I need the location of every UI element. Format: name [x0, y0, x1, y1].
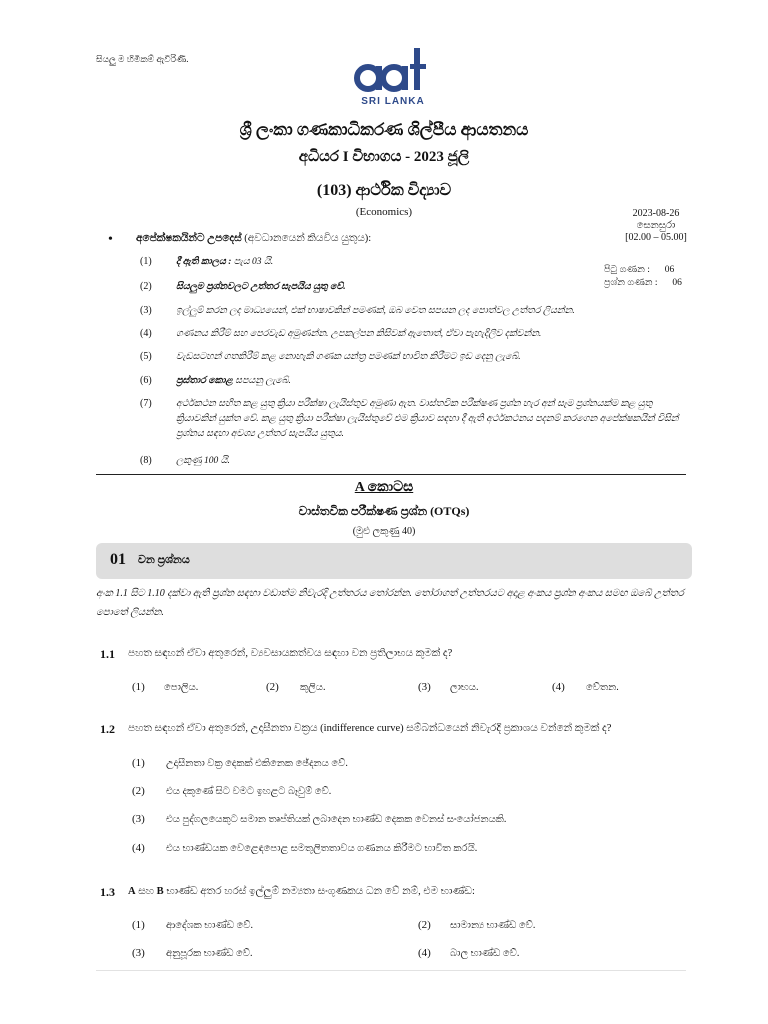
questions-count: ප්‍රශ්න ගණන : 06 [604, 278, 682, 288]
question-label: වන ප්‍රශ්නය [138, 554, 190, 566]
instruction-text: වැඩසටහන් ගතකිරීම් කළ නොහැකි ගණක යන්ත්‍ර පමණක් භාවිත කිරීමට ඉඩ දෙනු ලැබේ. [176, 352, 521, 362]
instruction-number: (3) [140, 305, 152, 316]
exam-meta [596, 208, 716, 244]
question-header-box [96, 543, 692, 579]
exam-title: අධියර I විභාගය - 2023 ජූලි [298, 149, 470, 165]
option-number: (4) [418, 947, 431, 959]
instruction-text: ඉල්ලුම් කරන ලද මාධ්‍යයෙන්, එක් භාෂාවකින් පමණක්, ඔබ වෙත සපයන ලද පොත්වල උත්තර ලියන්න. [176, 306, 575, 316]
exam-date: 2023-08-26 [632, 208, 680, 219]
option-text: ආදේශක භාණ්ඩ වේ. [166, 920, 254, 931]
option-number: (3) [132, 947, 145, 959]
instruction-number: (8) [140, 455, 152, 466]
instruction-text: ලකුණු 100 යි. [176, 456, 230, 466]
subject-english: (Economics) [355, 206, 413, 218]
aat-logo-mark [354, 44, 432, 96]
option-text: උදාසීනතා වක්‍ර දෙකක් එකිනෙක ඡේදනය වේ. [166, 758, 348, 769]
question-number: 1.3 [100, 885, 115, 899]
copyright-notice: සියලු ම හිමිකම් ඇවිරිණි. [96, 54, 189, 64]
subject-title: (103) ආර්ථික විද්‍යාව [316, 182, 452, 199]
question-text: A සහ B භාණ්ඩ අතර හරස් ඉල්ලුම් නම්‍යතා සංගුණකය ධන වේ නම්, එම භාණ්ඩ: [128, 886, 475, 897]
instruction-number: (2) [140, 281, 152, 292]
option-text: එය භාණ්ඩයක වෙළෙඳපොළ සමතුලිතතාවය ගණනය කිරීමට භාවිත කරයි. [166, 843, 478, 854]
instruction-number: (4) [140, 328, 152, 339]
option-number: (4) [552, 681, 565, 693]
pages-count: පිටු ගණන : 06 [604, 265, 675, 275]
footer-divider [96, 970, 686, 971]
instruction-text: අර්ථකථන සහිත කළ යුතු ක්‍රියා පරීක්ෂා ලැයිස්තුව අමුණා ඇත. වාස්තවික පරීක්ෂණ ප්‍රශ්න හැර අන් සෑම ප්‍රශ්නයක්ම කළ යුතු ක්‍රියාවකින් යුක්ත වේ. කළ යුතු ක්‍රියා පරීක්ෂා ලැයිස්තුවේ එම ක්‍රියාව සඳහා දී ඇති අර්ථකථනය පදනම් කරගෙන අපේක්ෂකයින් විසින් ප්‍රශ්නය සඳහා අවශ්‍ය උත්තර සැපයිය යුතුය. [176, 399, 679, 439]
question-number: 1.1 [100, 647, 115, 661]
instruction-number: (7) [140, 398, 152, 409]
exam-time: [02.00 – 05.00] [625, 232, 687, 243]
option-text: සාමාන්‍ය භාණ්ඩ වේ. [450, 920, 536, 931]
question-number: 01 [110, 551, 126, 568]
question-intro: අංක 1.1 සිට 1.10 දක්වා ඇති ප්‍රශ්න සඳහා වඩාත්ම නිවැරදි උත්තරය තෝරන්න. තෝරාගත් උත්තරයට අදාළ අංකය ප්‍රශ්න අංකය සමඟ ඔබේ උත්තර පොතේ ලියන්න. [96, 588, 684, 618]
instruction-text: ප්‍රස්තාර කොළ සපයනු ලැබේ. [176, 376, 291, 386]
option-number: (3) [132, 813, 145, 825]
instruction-text: සියලුම ප්‍රශ්නවලට උත්තර සැපයිය යුතු වේ. [176, 282, 346, 292]
institute-name: ශ්‍රී ලංකා ගණකාධිකරණ ශිල්පීය ආයතනය [239, 120, 529, 139]
option-number: (2) [266, 681, 279, 693]
logo-subtitle: SRI LANKA [361, 96, 425, 107]
option-number: (3) [418, 681, 431, 693]
questions-label: ප්‍රශ්න ගණන [604, 278, 653, 288]
option-text: එය දකුණේ සිට වමට ඉහළට බෑවුම් වේ. [166, 786, 332, 797]
part-a-subtitle: වාස්තවික පරීක්ෂණ ප්‍රශ්න (OTQs) [298, 504, 470, 518]
instruction-number: (1) [140, 256, 152, 267]
pages-label: පිටු ගණන [604, 265, 645, 275]
pages-value: 06 [664, 265, 675, 275]
option-text: අනුපූරක භාණ්ඩ වේ. [166, 948, 253, 959]
instruction-text: දී ඇති කාලය : පැය 03 යි. [176, 257, 274, 267]
option-text: එය පුද්ගලයෙකුට සමාන තෘප්තියක් ලබාදෙන භාණ්ඩ දෙකක වෙනස් සංයෝජනයකි. [166, 814, 507, 825]
option-number: (2) [132, 785, 145, 797]
instructions-heading-rest: (අවධානයෙන් කියවිය යුතුය): [244, 233, 372, 244]
part-a-marks: (මුළු ලකුණු 40) [352, 526, 416, 537]
bullet-icon: • [108, 232, 113, 247]
option-number: (1) [132, 919, 145, 931]
part-a-title: A කොටස [354, 480, 414, 495]
aat-logo [354, 44, 432, 110]
option-number: (1) [132, 757, 145, 769]
questions-value: 06 [672, 278, 682, 288]
option-text: බාල භාණ්ඩ වේ. [450, 948, 520, 959]
option-number: (1) [132, 681, 145, 693]
option-text: වේතන. [586, 682, 619, 693]
instruction-text: ගණනය කිරීම් සහ පෙරවැඩ අමුණන්න. උපකල්පන කිසිවක් ඇතොත්, ඒවා පැහැදිලිව දක්වන්න. [176, 329, 542, 339]
question-text: පහත සඳහන් ඒවා අතුරෙන්, උදාසීනතා වක්‍රය (indifference curve) සම්බන්ධයෙන් නිවැරදි ප්‍රකාශය වන්නේ කුමක් ද? [128, 723, 612, 734]
section-divider [96, 474, 686, 475]
instructions-heading-bold: අපේක්ෂකයින්ට උපදෙස් [136, 233, 242, 244]
instruction-number: (6) [140, 375, 152, 386]
question-number: 1.2 [100, 722, 115, 736]
option-number: (4) [132, 842, 145, 854]
option-text: පොලිය. [164, 682, 199, 693]
option-text: කුලිය. [300, 682, 326, 693]
question-text: පහත සඳහන් ඒවා අතුරෙන්, ව්‍යවසායකත්වය සඳහා වන ප්‍රතිලාභය කුමක් ද? [128, 648, 453, 659]
instruction-number: (5) [140, 351, 152, 362]
option-number: (2) [418, 919, 431, 931]
exam-day: සෙනසුරා [636, 220, 676, 231]
option-text: ලාභය. [450, 682, 479, 693]
instructions-heading [136, 233, 371, 245]
